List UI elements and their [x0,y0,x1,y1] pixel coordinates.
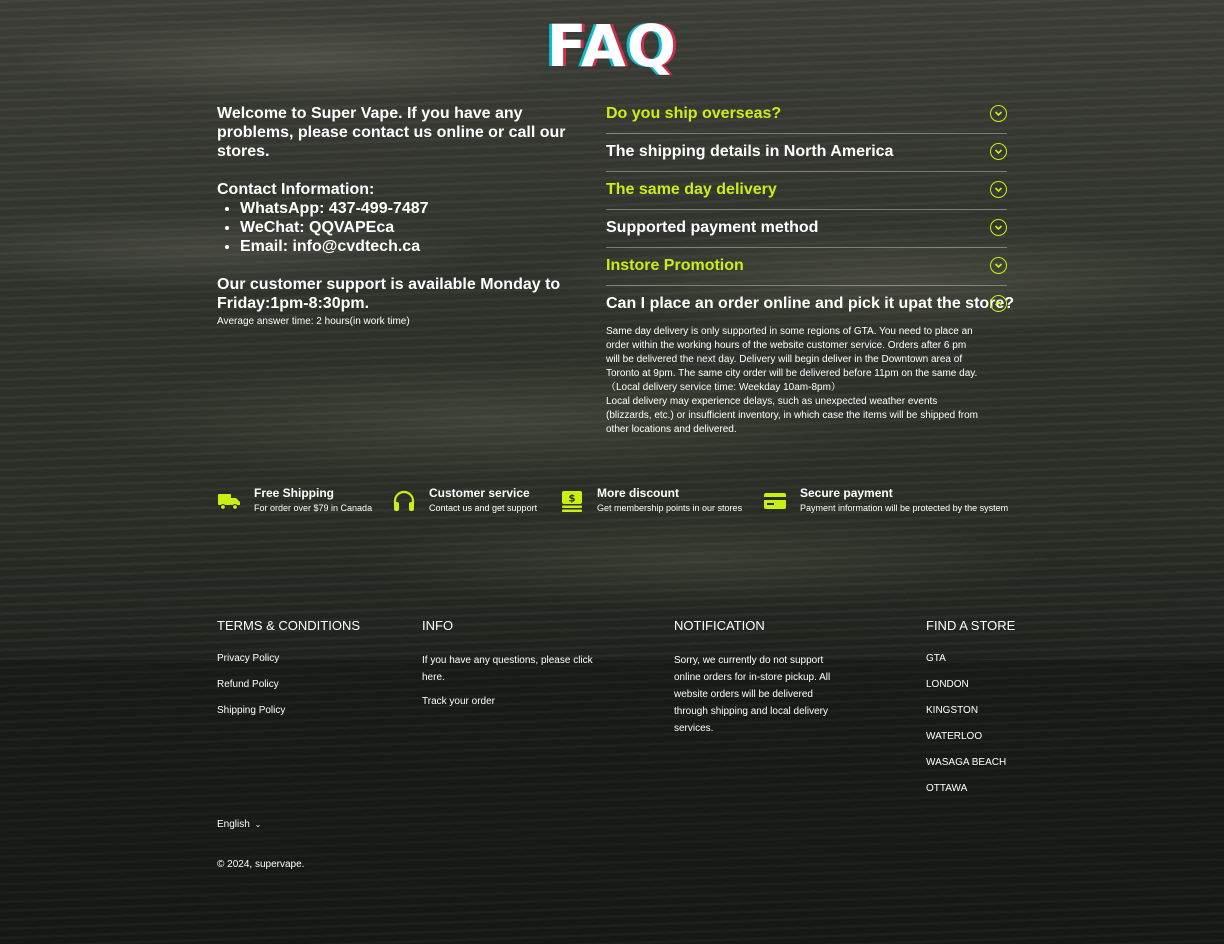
footer-notification-text: Sorry, we currently do not support online orders for in-store pickup. All website orders will be delivered through shipping and local delivery services. [674,655,831,734]
footer-link-track-order[interactable]: Track your order [422,696,495,707]
footer-link-shipping-policy[interactable]: Shipping Policy [217,705,286,716]
footer-background [0,660,1224,944]
store-link-waterloo[interactable]: WATERLOO [926,731,983,742]
faq-question: Supported payment method [606,219,819,236]
faq-item-open[interactable] [606,286,1015,323]
store-link-wasaga-beach[interactable]: WASAGA BEACH [926,757,1007,768]
store-link-gta[interactable]: GTA [926,653,946,664]
credit-card-icon [763,489,787,513]
faq-accordion [606,96,1015,437]
welcome-text: Welcome to Super Vape. If you have any problems, please contact us online or call our stores. [217,105,566,160]
footer-info [422,618,602,721]
feature-more-discount [560,486,742,514]
footer-stores [926,618,1036,808]
faq-item[interactable] [606,134,1007,172]
faq-question: Can I place an order online and pick it upat the store? [606,295,1015,312]
footer-heading: TERMS & CONDITIONS [217,618,361,633]
feature-subtitle: Get membership points in our stores [597,503,743,513]
svg-text:$: $ [568,493,576,505]
contact-heading: Contact Information: [217,181,375,198]
feature-subtitle: Contact us and get support [429,503,538,513]
faq-answer [606,325,978,437]
faq-answer-text-2: Local delivery may experience delays, such as unexpected weather events (blizzards, etc.) or insufficient inventory, in which case the items will be shipped from other locations and delivered. [606,396,979,435]
faq-question: The same day delivery [606,181,777,198]
faq-item[interactable] [606,172,1007,210]
truck-icon [217,489,241,513]
store-link-kingston[interactable]: KINGSTON [926,705,979,716]
language-label: English [217,819,250,830]
headphones-icon [392,489,416,513]
chevron-up-icon[interactable] [990,295,1007,312]
feature-subtitle: For order over $79 in Canada [254,503,373,513]
chevron-down-icon[interactable] [990,219,1007,236]
feature-free-shipping [217,486,372,514]
chevron-down-icon[interactable] [990,257,1007,274]
page-title: FAQ [546,12,678,80]
contact-info-section [217,104,587,329]
faq-item[interactable] [606,96,1007,134]
footer-link-privacy-policy[interactable]: Privacy Policy [217,653,280,664]
faq-item[interactable] [606,210,1007,248]
chevron-down-icon[interactable] [990,105,1007,122]
footer-heading: FIND A STORE [926,618,1016,633]
footer-link-refund-policy[interactable]: Refund Policy [217,679,279,690]
footer-heading: INFO [422,618,454,633]
coin-stack-icon [560,489,584,513]
feature-subtitle: Payment information will be protected by the system [800,503,1009,513]
chevron-down-icon[interactable] [990,181,1007,198]
copyright-text: © 2024, supervape. [217,859,305,870]
store-link-ottawa[interactable]: OTTAWA [926,783,968,794]
feature-title: Secure payment [800,486,893,500]
faq-question: The shipping details in North America [606,143,894,160]
footer-terms [217,618,397,730]
language-selector[interactable] [217,819,261,830]
feature-title: Customer service [429,486,530,500]
feature-customer-service [392,486,537,514]
contact-email: • Email: info@cvdtech.ca [240,237,587,256]
answer-time-text: Average answer time: 2 hours(in work time) [217,316,410,327]
store-link-london[interactable]: LONDON [926,679,969,690]
footer-info-text[interactable]: If you have any questions, please click here. [422,655,593,683]
footer-heading: NOTIFICATION [674,618,765,633]
chevron-down-icon: ⌄ [254,820,262,829]
footer-notification [674,618,844,747]
support-hours-text: Our customer support is available Monday to Friday:1pm-8:30pm. [217,276,561,312]
faq-item[interactable] [606,248,1007,286]
contact-whatsapp: • WhatsApp: 437-499-7487 [240,199,587,218]
contact-wechat: • WeChat: QQVAPEca [240,218,587,237]
chevron-down-icon[interactable] [990,143,1007,160]
faq-question: Instore Promotion [606,257,744,274]
faq-answer-text: Same day delivery is only supported in some regions of GTA. You need to place an order within the working hours of the website customer service. Orders after 6 pm will be delivered the next day. Delivery will begin deliver in the Downtown area of Toronto at 9pm. The same city order will be delivered before 11pm on the same day.（Local delivery service time: Weekday 10am-8pm） [606,326,978,393]
feature-secure-payment [763,486,1008,514]
feature-title: Free Shipping [254,486,335,500]
contact-list [217,199,587,256]
feature-title: More discount [597,486,680,500]
faq-question: Do you ship overseas? [606,105,782,122]
